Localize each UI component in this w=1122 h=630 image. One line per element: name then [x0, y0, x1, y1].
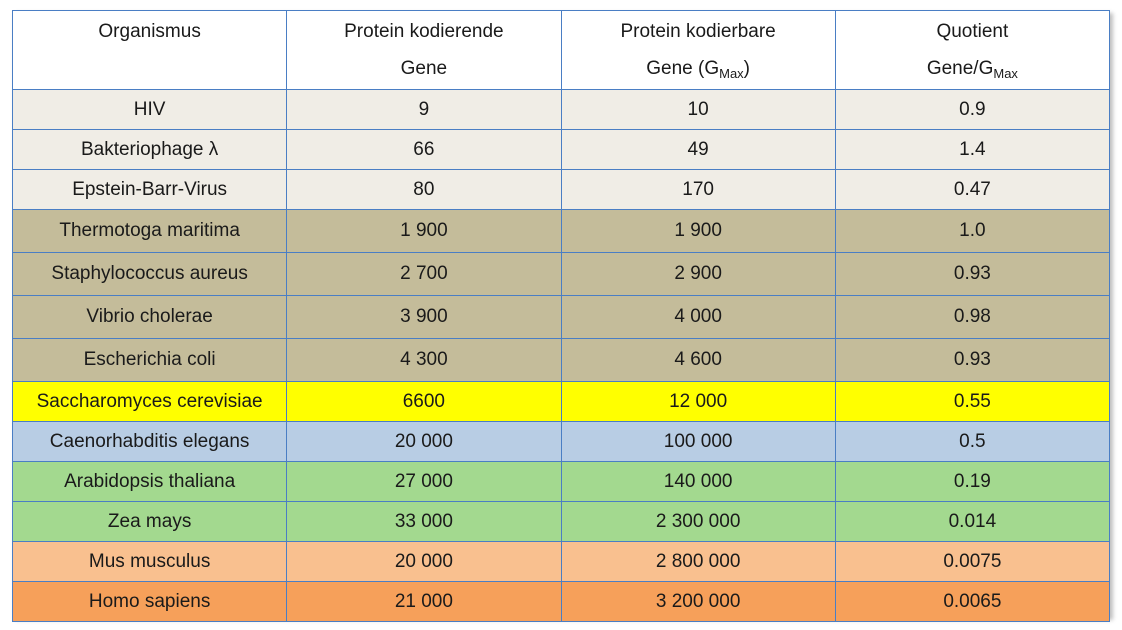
- cell-quotient: 0.93: [835, 253, 1109, 296]
- table-row: [13, 462, 1110, 502]
- cell-quotient: 0.47: [835, 170, 1109, 210]
- cell-quotient: 0.55: [835, 382, 1109, 422]
- cell-genes: 20 000: [287, 422, 561, 462]
- cell-organism: Vibrio cholerae: [13, 296, 287, 339]
- cell-max: 4 600: [561, 339, 835, 382]
- cell-organism: HIV: [13, 90, 287, 130]
- cell-quotient: 1.0: [835, 210, 1109, 253]
- table-row: [13, 130, 1110, 170]
- cell-max: 2 800 000: [561, 542, 835, 582]
- cell-organism: Escherichia coli: [13, 339, 287, 382]
- cell-quotient: 0.0075: [835, 542, 1109, 582]
- cell-max: 100 000: [561, 422, 835, 462]
- header-protein-coding-genes: Protein kodierende Gene: [287, 11, 561, 90]
- cell-genes: 2 700: [287, 253, 561, 296]
- cell-organism: Bakteriophage λ: [13, 130, 287, 170]
- table-row: [13, 382, 1110, 422]
- cell-max: 3 200 000: [561, 582, 835, 622]
- cell-genes: 20 000: [287, 542, 561, 582]
- cell-organism: Staphylococcus aureus: [13, 253, 287, 296]
- header-organism: Organismus: [13, 11, 287, 90]
- cell-organism: Zea mays: [13, 502, 287, 542]
- cell-organism: Thermotoga maritima: [13, 210, 287, 253]
- cell-quotient: 0.93: [835, 339, 1109, 382]
- table-row: [13, 502, 1110, 542]
- table-row: [13, 542, 1110, 582]
- table-row: [13, 210, 1110, 253]
- table-row: [13, 90, 1110, 130]
- cell-organism: Homo sapiens: [13, 582, 287, 622]
- cell-genes: 66: [287, 130, 561, 170]
- table-row: [13, 582, 1110, 622]
- table-row: [13, 422, 1110, 462]
- cell-genes: 3 900: [287, 296, 561, 339]
- cell-quotient: 0.19: [835, 462, 1109, 502]
- cell-max: 140 000: [561, 462, 835, 502]
- table-row: [13, 253, 1110, 296]
- cell-genes: 21 000: [287, 582, 561, 622]
- cell-max: 2 900: [561, 253, 835, 296]
- header-quotient: Quotient Gene/$G_{Max}$: [835, 11, 1109, 90]
- cell-quotient: 0.0065: [835, 582, 1109, 622]
- cell-max: 1 900: [561, 210, 835, 253]
- cell-organism: Arabidopsis thaliana: [13, 462, 287, 502]
- cell-organism: Epstein-Barr-Virus: [13, 170, 287, 210]
- table-row: [13, 296, 1110, 339]
- cell-organism: Saccharomyces cerevisiae: [13, 382, 287, 422]
- table-row: [13, 339, 1110, 382]
- table-body: [13, 90, 1110, 622]
- cell-organism: Caenorhabditis elegans: [13, 422, 287, 462]
- cell-genes: 80: [287, 170, 561, 210]
- cell-quotient: 0.98: [835, 296, 1109, 339]
- header-protein-codable-genes: Protein kodierbare Gene $(G_{Max})$: [561, 11, 835, 90]
- cell-organism: Mus musculus: [13, 542, 287, 582]
- cell-genes: 4 300: [287, 339, 561, 382]
- table-row: [13, 170, 1110, 210]
- cell-genes: 6600: [287, 382, 561, 422]
- gene-table-container: [12, 10, 1110, 617]
- cell-quotient: 0.014: [835, 502, 1109, 542]
- header-row: [13, 11, 1110, 90]
- cell-quotient: 0.9: [835, 90, 1109, 130]
- cell-max: 2 300 000: [561, 502, 835, 542]
- cell-max: 4 000: [561, 296, 835, 339]
- cell-genes: 9: [287, 90, 561, 130]
- gene-table: [12, 10, 1110, 622]
- cell-genes: 1 900: [287, 210, 561, 253]
- cell-max: 10: [561, 90, 835, 130]
- cell-max: 49: [561, 130, 835, 170]
- cell-genes: 27 000: [287, 462, 561, 502]
- cell-max: 170: [561, 170, 835, 210]
- cell-quotient: 1.4: [835, 130, 1109, 170]
- cell-genes: 33 000: [287, 502, 561, 542]
- table-header: [13, 11, 1110, 90]
- cell-max: 12 000: [561, 382, 835, 422]
- cell-quotient: 0.5: [835, 422, 1109, 462]
